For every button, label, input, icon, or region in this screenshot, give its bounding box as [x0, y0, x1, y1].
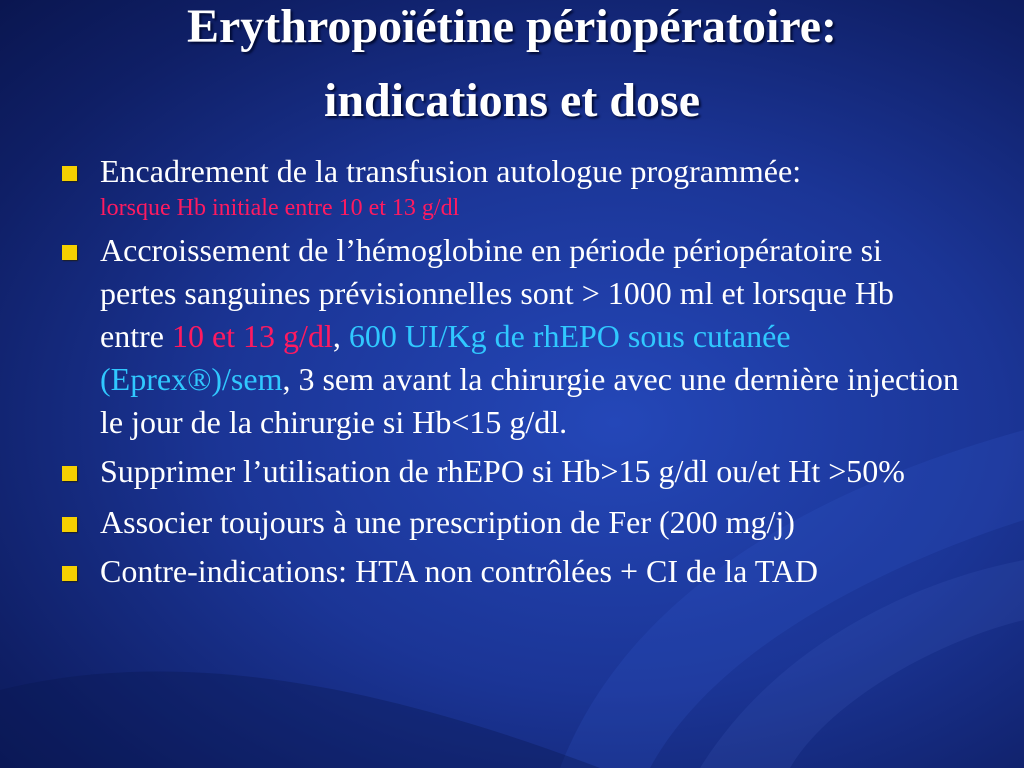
bullet-text: Supprimer l’utilisation de rhEPO si Hb>15 g/dl ou/et Ht >50% [100, 453, 905, 489]
bullet-text-part1: Accroissement de l’hémoglobine en période périopératoire si pertes sanguines prévisionnelles sont > 1000 ml et lorsque Hb entre [100, 232, 894, 354]
square-bullet-icon [62, 466, 77, 481]
bullet-text: Associer toujours à une prescription de Fer (200 mg/j) [100, 504, 795, 540]
square-bullet-icon [62, 166, 77, 181]
bullet-item-autologous-transfusion [62, 150, 962, 223]
square-bullet-icon [62, 245, 77, 260]
bullet-text-separator: , [332, 318, 349, 354]
bullet-text: Contre-indications: HTA non contrôlées + CI de la TAD [100, 553, 818, 589]
bullet-item-hemoglobin-increase [62, 229, 962, 444]
dose-highlight: 600 UI/Kg de rhEPO sous cutanée (Eprex®)/sem [100, 318, 791, 397]
bullet-item-stop-rhepo [62, 450, 962, 493]
square-bullet-icon [62, 566, 77, 581]
bullet-list [62, 150, 962, 593]
hb-range-highlight: 10 et 13 g/dl [171, 318, 333, 354]
title-line-1: Erythropoïétine périopératoire: [186, 0, 838, 53]
title-line-2: indications et dose [323, 74, 701, 127]
square-bullet-icon [62, 517, 77, 532]
bullet-text-part2: , 3 sem avant la chirurgie avec une dernière injection le jour de la chirurgie si Hb<15 g/dl. [100, 361, 959, 440]
bullet-item-contraindications [62, 550, 962, 593]
bullet-subtext-hb-range: lorsque Hb initiale entre 10 et 13 g/dl [100, 195, 460, 221]
slide-title [0, 0, 1024, 125]
bullet-item-iron-prescription [62, 501, 962, 544]
bullet-text: Encadrement de la transfusion autologue programmée: [100, 153, 802, 189]
